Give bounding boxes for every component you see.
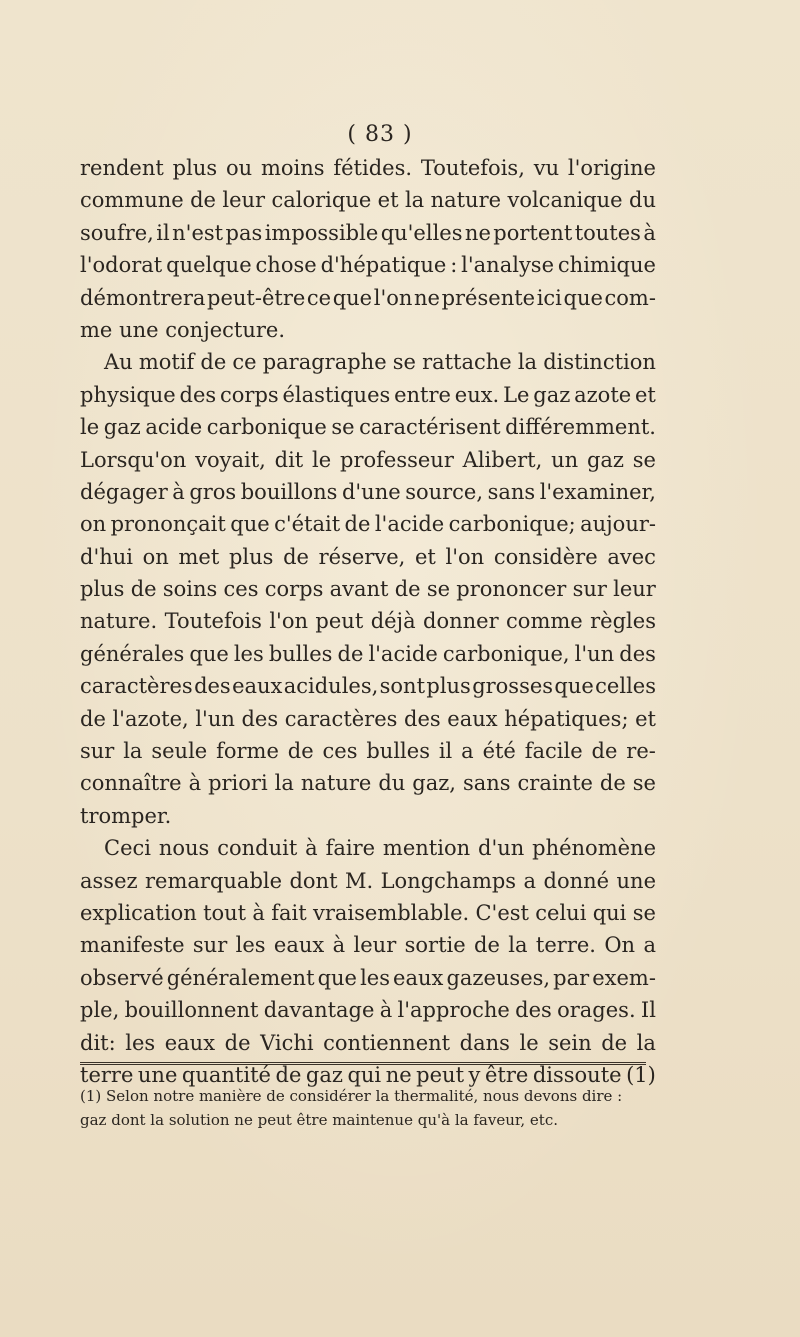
text-line: nature. Toutefois l'on peut déjà donner comme règles xyxy=(80,609,656,634)
text-line: me une conjecture. xyxy=(80,317,286,342)
footnote-line: gaz dont la solution ne peut être maintenue qu'à la faveur, etc. xyxy=(80,1111,558,1129)
text-line: on prononçait que c'était de l'acide carbonique; aujour- xyxy=(80,512,656,537)
text-line: d'hui on met plus de réserve, et l'on considère avec xyxy=(80,544,656,569)
text-line: l'odorat quelque chose d'hépatique : l'analyse chimique xyxy=(80,253,656,278)
text-line: connaître à priori la nature du gaz, sans crainte de se xyxy=(80,771,656,796)
text-line: générales que les bulles de l'acide carbonique, l'un des xyxy=(80,641,656,666)
footnote xyxy=(80,1084,656,1132)
text-line: rendent plus ou moins fétides. Toutefois, vu l'origine xyxy=(80,156,656,180)
text-line: Ceci nous conduit à faire mention d'un phénomène xyxy=(104,836,656,861)
text-line: ple, bouillonnent davantage à l'approche des orages. Il xyxy=(80,998,656,1023)
text-line: manifeste sur les eaux à leur sortie de la terre. On a xyxy=(80,933,656,958)
text-line: tromper. xyxy=(80,803,172,828)
text-line: soufre, il n'est pas impossible qu'elles ne portent toutes à xyxy=(80,220,656,245)
text-line: explication tout à fait vraisemblable. C'est celui qui se xyxy=(80,900,656,925)
text-line: de l'azote, l'un des caractères des eaux hépatiques; et xyxy=(80,706,656,731)
text-line: commune de leur calorique et la nature volcanique du xyxy=(80,188,656,213)
text-line: Lorsqu'on voyait, dit le professeur Alibert, un gaz se xyxy=(80,447,656,472)
text-line: plus de soins ces corps avant de se prononcer sur leur xyxy=(80,577,656,602)
text-line: démontrera peut-être ce que l'on ne présente ici que com- xyxy=(80,285,656,310)
text-line: sur la seule forme de ces bulles il a été facile de re- xyxy=(80,739,656,764)
text-line: caractères des eaux acidules, sont plus grosses que celles xyxy=(80,674,656,699)
text-line: assez remarquable dont M. Longchamps a donné une xyxy=(80,868,656,893)
text-line: Au motif de ce paragraphe se rattache la distinction xyxy=(104,350,656,375)
text-line: dégager à gros bouillons d'une source, sans l'examiner, xyxy=(80,479,656,504)
page-number: ( 83 ) xyxy=(347,122,413,147)
text-line: dit: les eaux de Vichi contiennent dans le sein de la xyxy=(80,1030,656,1055)
text-line: physique des corps élastiques entre eux. Le gaz azote et xyxy=(80,382,656,407)
footnote-separator xyxy=(80,1062,646,1065)
footnote-line: (1) Selon notre manière de considérer la thermalité, nous devons dire : xyxy=(80,1087,623,1105)
text-line: observé généralement que les eaux gazeuses, par exem- xyxy=(80,965,656,990)
body-text xyxy=(80,152,656,1091)
text-line: terre une quantité de gaz qui ne peut y être dissoute (1) xyxy=(80,1062,656,1087)
text-line: le gaz acide carbonique se caractérisent différemment. xyxy=(80,415,656,440)
